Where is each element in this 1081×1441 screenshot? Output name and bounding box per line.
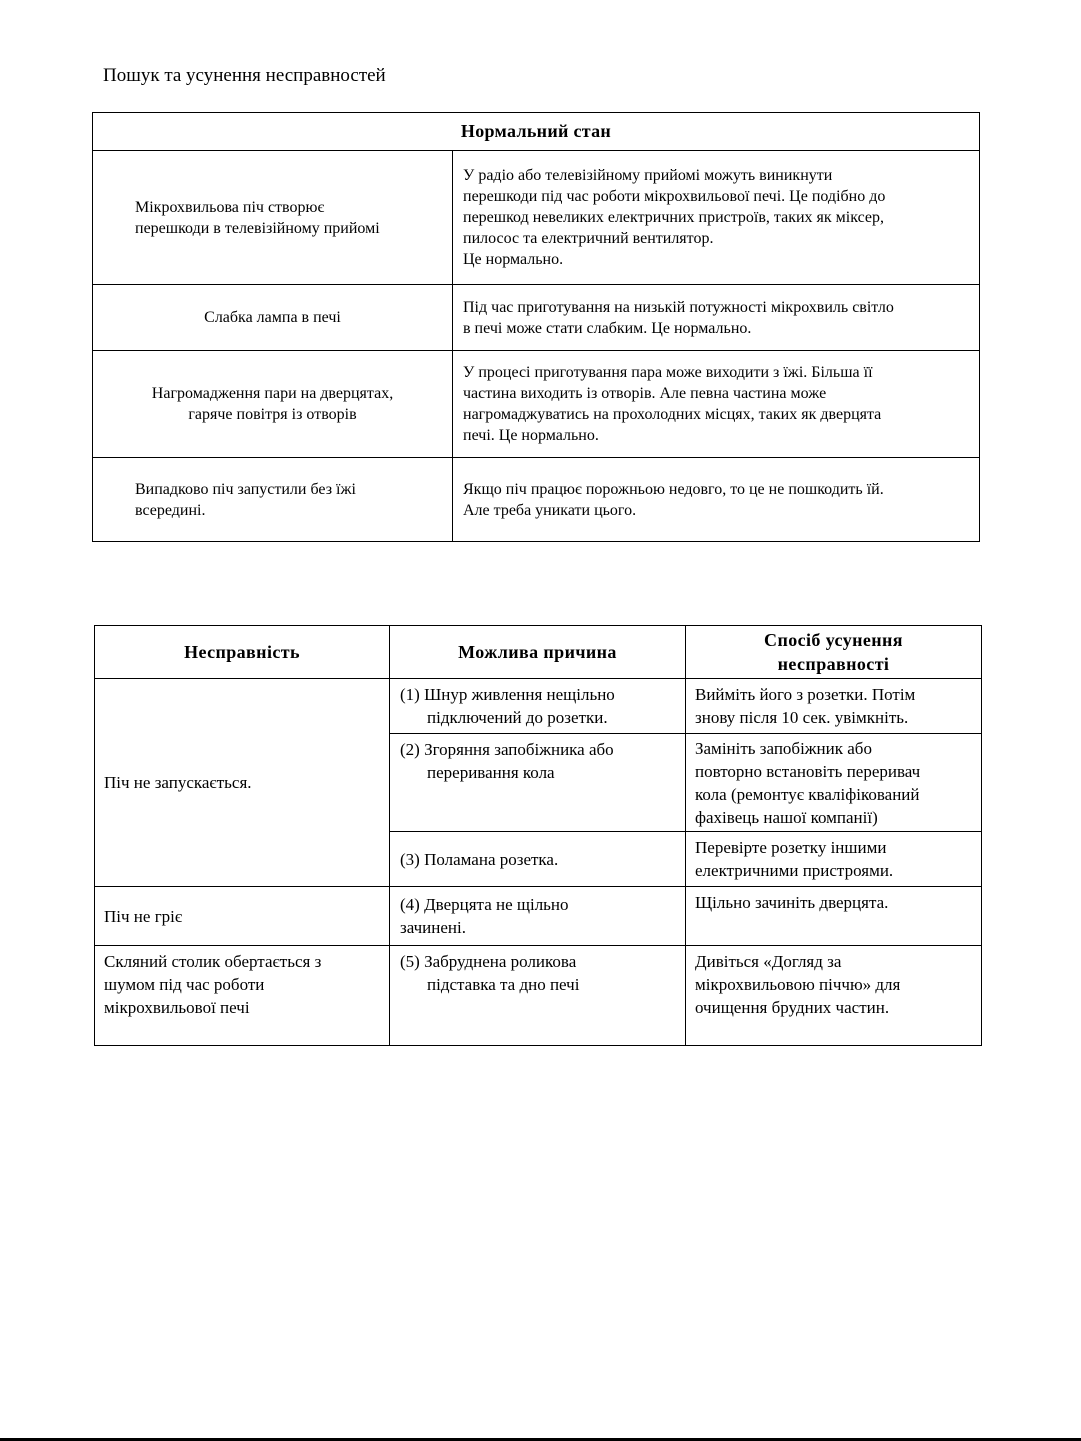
description-text: перешкод невеликих електричних пристроїв, таких як міксер, xyxy=(463,209,885,226)
table-row xyxy=(95,887,982,946)
remedy-text: очищення брудних частин. xyxy=(695,998,890,1017)
cause-text: (2) Згоряння запобіжника або xyxy=(400,740,614,759)
description-cell xyxy=(453,458,980,542)
description-text: Якщо піч працює порожньою недовго, то це не пошкодить їй. xyxy=(463,480,884,498)
fault-cell xyxy=(95,887,390,946)
remedy-cell xyxy=(686,887,982,946)
remedy-text: Вийміть його з розетки. Потім xyxy=(695,685,916,704)
cause-cell xyxy=(390,734,686,832)
remedy-text: повторно встановіть переривач xyxy=(695,761,921,781)
cause-text: зачинені. xyxy=(400,918,466,937)
table-row xyxy=(95,946,982,1046)
condition-cell xyxy=(93,351,453,458)
condition-cell xyxy=(93,285,453,351)
condition-cell xyxy=(93,151,453,285)
description-text: Під час приготування на низькій потужності мікрохвиль світло xyxy=(463,298,894,316)
description-cell xyxy=(453,151,980,285)
cause-text: підключений до розетки. xyxy=(427,708,608,727)
description-text: пилосос та електричний вентилятор. xyxy=(463,230,714,247)
page-title: Пошук та усунення несправностей xyxy=(103,65,386,86)
cause-text: (5) Забруднена роликова xyxy=(400,952,577,971)
fault-cell xyxy=(95,946,390,1046)
cause-column-header: Можлива причина xyxy=(390,626,686,679)
description-text: нагромаджуватись на прохолодних місцях, таких як дверцята xyxy=(463,406,882,423)
normal-condition-header: Нормальний стан xyxy=(93,113,980,151)
cause-text: підставка та дно печі xyxy=(427,975,580,994)
remedy-text: електричними пристроями. xyxy=(695,861,894,880)
cause-cell xyxy=(390,946,686,1046)
remedy-text: Дивіться «Догляд за xyxy=(695,952,842,971)
cause-cell xyxy=(390,887,686,946)
normal-condition-table xyxy=(92,112,980,542)
description-text: перешкоди під час роботи мікрохвильової печі. Це подібно до xyxy=(463,188,886,205)
description-text: У радіо або телевізійному прийомі можуть виникнути xyxy=(463,167,833,184)
remedy-cell xyxy=(686,832,982,887)
condition-text: Мікрохвильова піч створює xyxy=(135,198,325,216)
cause-text: (4) Дверцята не щільно xyxy=(400,895,569,914)
fault-text: Скляний столик обертається з xyxy=(104,952,322,971)
remedy-text: Перевірте розетку іншими xyxy=(695,838,887,857)
remedy-cell xyxy=(686,946,982,1046)
table-row xyxy=(93,458,980,542)
fault-cell xyxy=(95,679,390,887)
condition-text: всередині. xyxy=(135,501,206,519)
cause-text: (3) Поламана розетка. xyxy=(400,849,559,869)
description-text: У процесі приготування пара може виходити з їжі. Більша її xyxy=(463,364,873,381)
remedy-header-text: несправності xyxy=(777,654,890,674)
table-row xyxy=(93,351,980,458)
remedy-header-text: Спосіб усунення xyxy=(764,630,903,650)
remedy-text: кола (ремонтує кваліфікований xyxy=(695,784,920,804)
table-row xyxy=(95,679,982,734)
table-row xyxy=(93,151,980,285)
description-text: Це нормально. xyxy=(463,251,564,268)
remedy-cell xyxy=(686,734,982,832)
condition-text: перешкоди в телевізійному прийомі xyxy=(135,219,380,237)
remedy-text: знову після 10 сек. увімкніть. xyxy=(695,708,909,727)
description-text: Але треба уникати цього. xyxy=(463,501,637,519)
cause-cell xyxy=(390,832,686,887)
fault-column-header: Несправність xyxy=(95,626,390,679)
fault-text: Піч не гріє xyxy=(104,906,183,926)
cause-cell xyxy=(390,679,686,734)
remedy-text: Щільно зачиніть дверцята. xyxy=(695,893,889,912)
remedy-text: Замініть запобіжник або xyxy=(695,738,872,758)
condition-text: Випадково піч запустили без їжі xyxy=(135,480,356,498)
condition-cell xyxy=(93,458,453,542)
remedy-text: фахівець нашої компанії) xyxy=(695,807,878,827)
condition-text: Нагромадження пари на дверцятах, xyxy=(151,385,394,402)
fault-text: мікрохвильової печі xyxy=(104,998,250,1017)
table-header-row xyxy=(93,113,980,151)
cause-text: (1) Шнур живлення нещільно xyxy=(400,685,615,704)
troubleshooting-table xyxy=(94,625,982,1046)
description-cell xyxy=(453,351,980,458)
condition-text: Слабка лампа в печі xyxy=(204,309,341,326)
remedy-column-header xyxy=(686,626,982,679)
remedy-cell xyxy=(686,679,982,734)
fault-text: Піч не запускається. xyxy=(104,773,252,792)
condition-text: гаряче повітря із отворів xyxy=(188,406,357,423)
cause-text: переривання кола xyxy=(427,763,555,782)
description-text: частина виходить із отворів. Але певна частина може xyxy=(463,385,827,402)
table-header-row xyxy=(95,626,982,679)
description-text: в печі може стати слабким. Це нормально. xyxy=(463,319,752,337)
table-row xyxy=(93,285,980,351)
description-text: печі. Це нормально. xyxy=(463,427,599,444)
remedy-text: мікрохвильовою піччю» для xyxy=(695,975,901,994)
fault-text: шумом під час роботи xyxy=(104,975,265,994)
description-cell xyxy=(453,285,980,351)
